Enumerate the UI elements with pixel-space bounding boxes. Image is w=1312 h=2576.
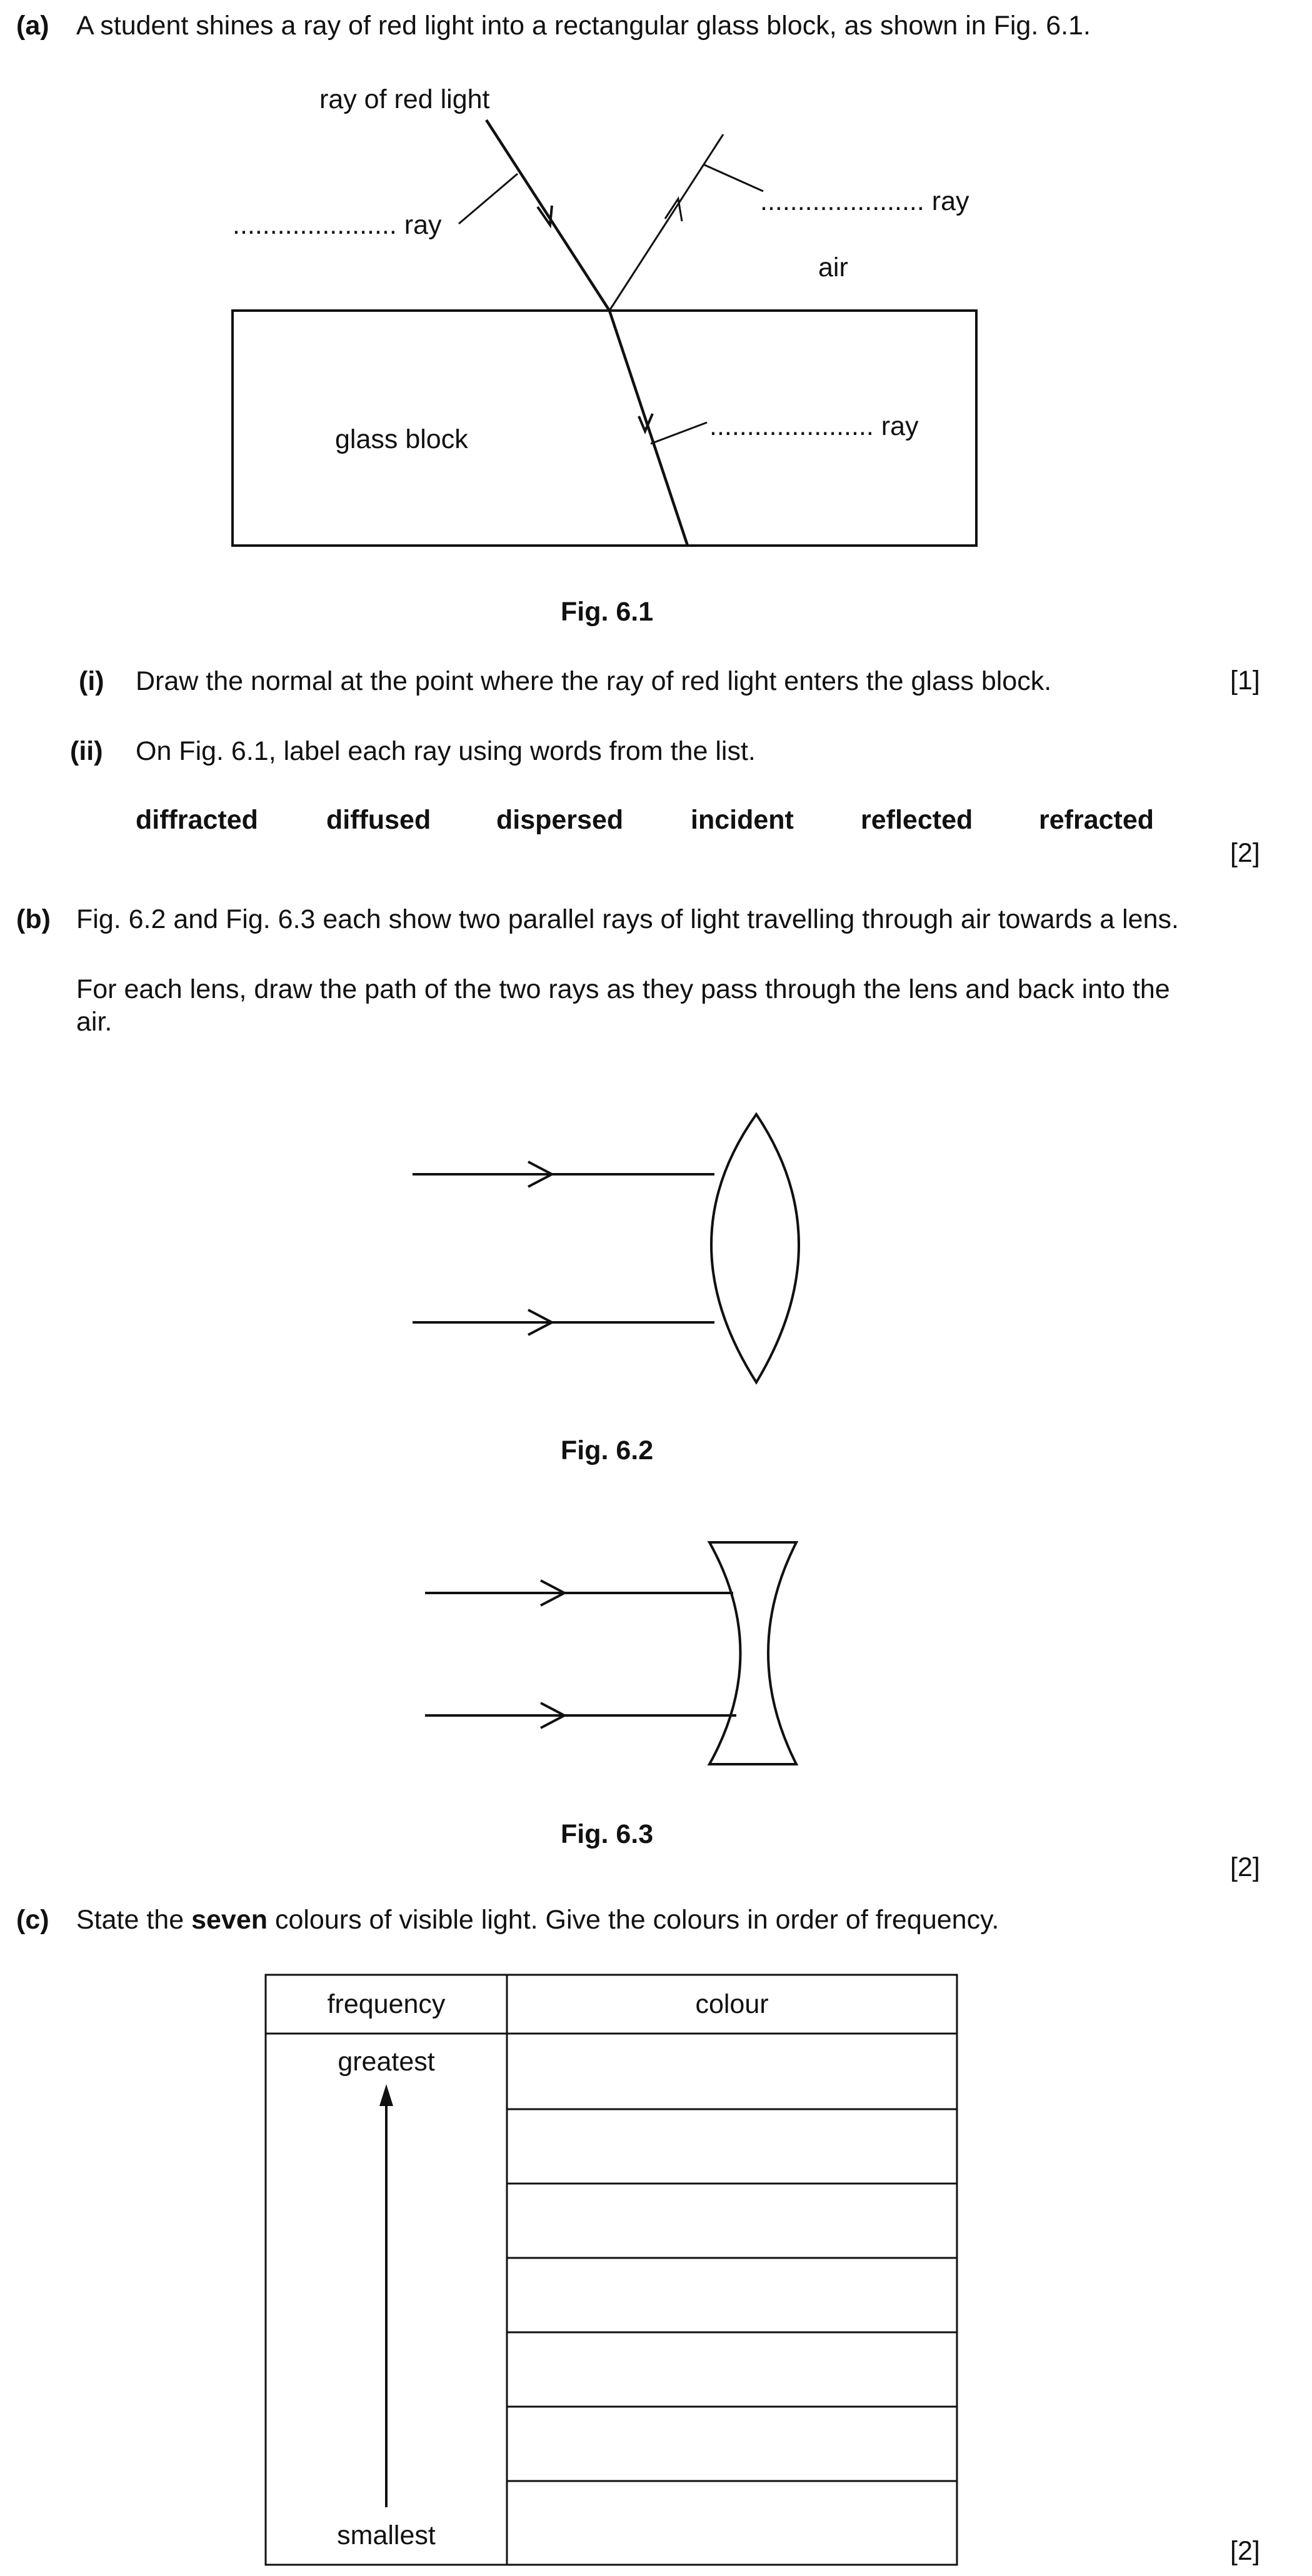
part-b-label: (b) <box>16 904 51 934</box>
part-a-ii-mark: [2] <box>1230 838 1260 868</box>
label-smallest: smallest <box>337 2520 436 2550</box>
colour-answer-cell[interactable] <box>509 2334 955 2405</box>
colour-answer-cell[interactable] <box>509 2185 955 2256</box>
ray-of-red-light-label: ray of red light <box>319 84 490 114</box>
part-a-i-mark: [1] <box>1230 666 1260 696</box>
part-b-instruction-line1: For each lens, draw the path of the two rays as they pass through the lens and back into the <box>76 974 1170 1004</box>
fig-6-1-caption: Fig. 6.1 <box>561 597 654 627</box>
part-c-text-before: State the <box>76 1905 192 1935</box>
colour-answer-cell[interactable] <box>509 2409 955 2479</box>
header-colour: colour <box>695 1989 769 2019</box>
part-b-question: Fig. 6.2 and Fig. 6.3 each show two parallel rays of light travelling through air towards a lens. <box>76 904 1179 934</box>
colour-answer-cell[interactable] <box>509 2260 955 2330</box>
word-dispersed: dispersed <box>496 805 624 835</box>
glass-block-label: glass block <box>335 424 468 454</box>
part-c-text-bold: seven <box>191 1905 268 1935</box>
part-b-instruction-line2: air. <box>76 1007 113 1037</box>
colour-answer-cell[interactable] <box>509 2111 955 2182</box>
colour-answer-cell[interactable] <box>509 2483 955 2563</box>
label-greatest: greatest <box>338 2047 435 2077</box>
frequency-arrow-head <box>379 2084 393 2106</box>
part-a-i-question: Draw the normal at the point where the ray of red light enters the glass block. <box>136 666 1052 696</box>
part-a-ii-label: (ii) <box>70 736 103 766</box>
colour-answer-cell[interactable] <box>509 2035 955 2107</box>
part-a-question: A student shines a ray of red light into a rectangular glass block, as shown in Fig. 6.1. <box>76 11 1091 41</box>
word-diffracted: diffracted <box>136 805 258 835</box>
part-c-text-after: colours of visible light. Give the colours in order of frequency. <box>268 1905 999 1935</box>
part-c-label: (c) <box>16 1905 49 1935</box>
word-reflected: reflected <box>861 805 973 835</box>
part-b-mark: [2] <box>1230 1852 1260 1882</box>
air-label: air <box>818 252 848 282</box>
part-a-ii-question: On Fig. 6.1, label each ray using words from the list. <box>136 736 756 766</box>
word-diffused: diffused <box>326 805 431 835</box>
word-refracted: refracted <box>1039 805 1154 835</box>
part-c-mark: [2] <box>1230 2536 1260 2566</box>
blank-ray-right: ...................... ray <box>760 186 969 216</box>
part-a-label: (a) <box>16 11 49 41</box>
blank-ray-glass: ...................... ray <box>709 411 919 441</box>
blank-ray-left: ...................... ray <box>233 210 442 240</box>
word-incident: incident <box>691 805 794 835</box>
fig-6-3-caption: Fig. 6.3 <box>561 1819 654 1849</box>
header-frequency: frequency <box>327 1989 446 2019</box>
part-a-i-label: (i) <box>79 666 104 696</box>
fig-6-2-caption: Fig. 6.2 <box>561 1435 654 1465</box>
